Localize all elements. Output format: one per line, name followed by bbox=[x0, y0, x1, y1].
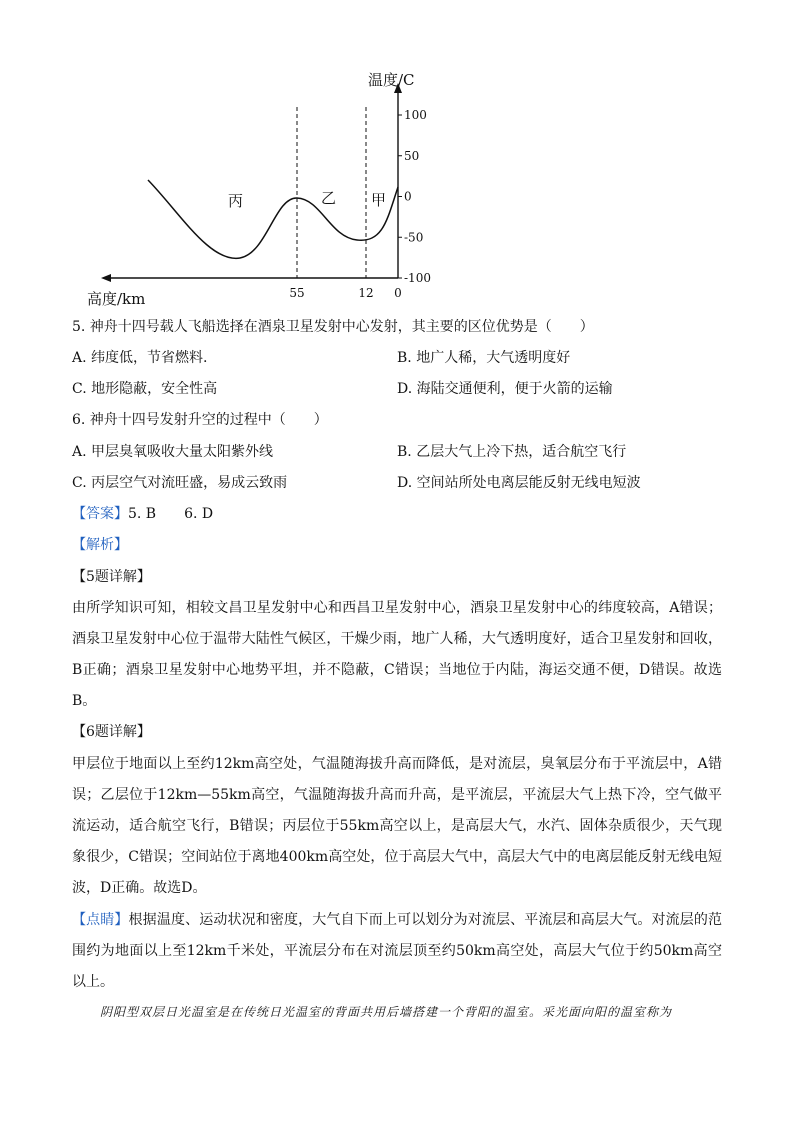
q5-option-c: C. 地形隐蔽，安全性高 bbox=[72, 381, 218, 397]
x-axis-label: 高度/km bbox=[87, 290, 146, 308]
y-tick-label: -100 bbox=[404, 271, 431, 285]
q5-detail-tag: 【5题详解】 bbox=[72, 569, 151, 585]
x-tick-label: 55 bbox=[289, 286, 305, 300]
q6-option-b: B. 乙层大气上冷下热，适合航空飞行 bbox=[397, 444, 627, 460]
y-axis-label: 温度/C bbox=[368, 71, 415, 89]
q6-detail-tag: 【6题详解】 bbox=[72, 724, 151, 740]
q6-option-c: C. 丙层空气对流旺盛，易成云致雨 bbox=[72, 475, 288, 491]
temperature-curve bbox=[148, 180, 398, 258]
analysis-tag: 【解析】 bbox=[72, 537, 128, 553]
q6-option-a: A. 甲层臭氧吸收大量太阳紫外线 bbox=[72, 444, 274, 460]
q5-stem: 5. 神舟十四号载人飞船选择在酒泉卫星发射中心发射，其主要的区位优势是（ ） bbox=[72, 319, 594, 335]
y-tick-label: 100 bbox=[404, 108, 427, 122]
layer-label-jia: 甲 bbox=[371, 191, 387, 209]
temperature-height-chart bbox=[85, 65, 445, 310]
answer-line bbox=[72, 504, 213, 524]
y-tick-label: -50 bbox=[404, 230, 424, 245]
tip-tag: 【点睛】 bbox=[72, 912, 129, 928]
tip-text: 根据温度、运动状况和密度，大气自下而上可以划分为对流层、平流层和高层大气。对流层的范围约为地面以上至12km千米处，平流层分布在对流层顶至约50km高空处，高层大气位于约50km高空以上。 bbox=[72, 912, 723, 990]
tip-paragraph bbox=[72, 905, 722, 998]
layer-label-yi: 乙 bbox=[321, 189, 337, 207]
layer-label-bing: 丙 bbox=[228, 192, 244, 210]
q6-stem: 6. 神舟十四号发射升空的过程中（ ） bbox=[72, 412, 328, 428]
q5-detail-text: 由所学知识可知，相较文昌卫星发射中心和西昌卫星发射中心，酒泉卫星发射中心的纬度较高，A错误；酒泉卫星发射中心位于温带大陆性气候区，干燥少雨，地广人稀，大气透明度好，适合卫星发射和回收，B正确；酒泉卫星发射中心地势平坦，并不隐蔽，C错误；当地位于内陆，海运交通不便，D错误。故选B。 bbox=[72, 600, 722, 709]
q6-option-d: D. 空间站所处电离层能反射无线电短波 bbox=[397, 475, 641, 491]
y-tick-label: 0 bbox=[404, 189, 412, 204]
q6-detail-text: 甲层位于地面以上至约12km高空处，气温随海拔升高而降低，是对流层，臭氧层分布于平流层中，A错误；乙层位于12km—55km高空，气温随海拔升高而升高，是平流层，平流层大气上热下冷，空气做平流运动，适合航空飞行，B错误；丙层位于55km高空以上，是高层大气，水汽、固体杂质很少，天气现象很少，C错误；空间站位于离地400km高空处，位于高层大气中，高层大气中的电离层能反射无线电短波，D正确。故选D。 bbox=[72, 756, 722, 896]
answer-text: 5. B 6. D bbox=[128, 506, 214, 522]
q5-option-a: A. 纬度低，节省燃料. bbox=[72, 350, 208, 366]
q5-option-b: B. 地广人稀，大气透明度好 bbox=[397, 350, 571, 366]
x-tick-label: 0 bbox=[394, 286, 402, 300]
q5-option-d: D. 海陆交通便利，便于火箭的运输 bbox=[397, 381, 613, 397]
x-axis-arrow bbox=[101, 274, 111, 282]
y-tick-label: 50 bbox=[404, 148, 420, 163]
answer-tag: 【答案】 bbox=[72, 506, 128, 522]
x-tick-label: 12 bbox=[358, 286, 374, 300]
next-paragraph: 阴阳型双层日光温室是在传统日光温室的背面共用后墙搭建一个背阳的温室。采光面向阳的温室称为 bbox=[100, 1005, 673, 1019]
